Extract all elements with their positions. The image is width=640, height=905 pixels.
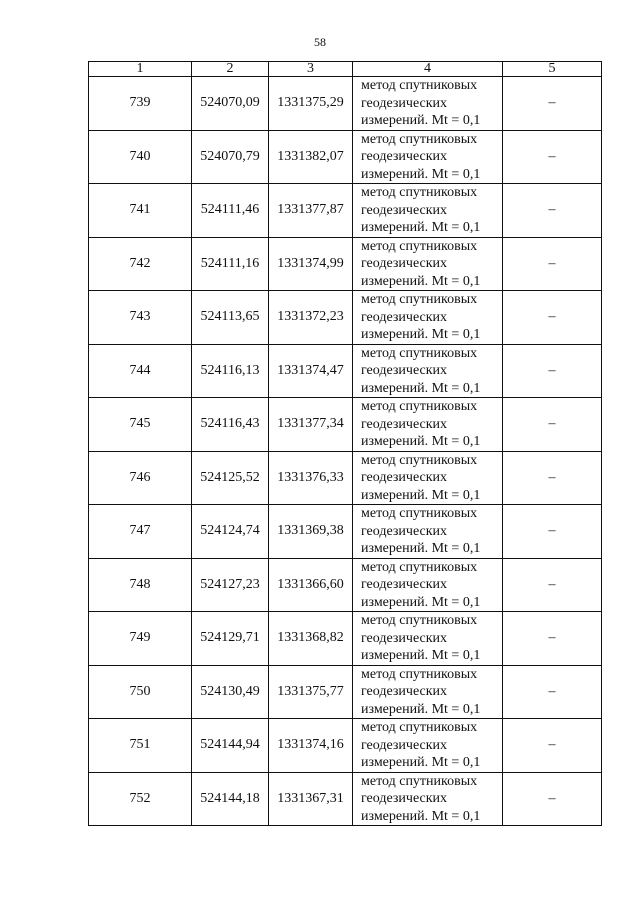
x-coordinate-cell: 524111,16: [192, 237, 269, 291]
note-cell: –: [503, 451, 602, 505]
table-row: [89, 184, 602, 238]
method-line: измерений. Mt = 0,1: [361, 113, 481, 128]
y-coordinate-cell: 1331366,60: [269, 558, 353, 612]
page-number: 58: [314, 35, 326, 49]
method-line: метод спутниковых: [361, 613, 478, 628]
method-cell: [353, 237, 503, 291]
column-header-3: 3: [269, 62, 353, 77]
header-row: [89, 62, 602, 77]
y-coordinate-cell: 1331367,31: [269, 772, 353, 826]
method-cell: [353, 77, 503, 131]
x-coordinate-cell: 524116,43: [192, 398, 269, 452]
method-line: измерений. Mt = 0,1: [361, 487, 481, 503]
table-row: [89, 612, 602, 666]
method-line: геодезических: [361, 737, 448, 753]
x-coordinate-cell: 524113,65: [192, 291, 269, 345]
method-line: геодезических: [361, 95, 448, 111]
method-cell: [353, 130, 503, 184]
method-line: измерений. Mt = 0,1: [361, 701, 481, 717]
table-row: [89, 665, 602, 719]
point-number-cell: 747: [89, 505, 192, 559]
table-row: [89, 344, 602, 398]
method-line: измерений. Mt = 0,1: [361, 273, 481, 289]
table-row: [89, 77, 602, 131]
point-number-cell: 745: [89, 398, 192, 452]
column-header-5: 5: [503, 62, 602, 77]
x-coordinate-cell: 524116,13: [192, 344, 269, 398]
method-cell: [353, 612, 503, 666]
method-cell: [353, 558, 503, 612]
note-cell: –: [503, 772, 602, 826]
method-line: геодезических: [361, 149, 448, 164]
point-number-cell: 742: [89, 237, 192, 291]
y-coordinate-cell: 1331376,33: [269, 451, 353, 505]
y-coordinate-cell: 1331374,16: [269, 719, 353, 773]
x-coordinate-cell: 524129,71: [192, 612, 269, 666]
method-cell: [353, 451, 503, 505]
point-number-cell: 743: [89, 291, 192, 345]
table-row: [89, 237, 602, 291]
table-row: [89, 558, 602, 612]
method-cell: [353, 665, 503, 719]
method-line: метод спутниковых: [361, 345, 478, 361]
method-line: метод спутниковых: [361, 131, 478, 147]
method-line: метод спутниковых: [361, 773, 478, 789]
method-line: измерений. Mt = 0,1: [361, 380, 481, 396]
table-row: [89, 772, 602, 826]
x-coordinate-cell: 524125,52: [192, 451, 269, 505]
method-line: измерений. Mt = 0,1: [361, 541, 481, 556]
y-coordinate-cell: 1331382,07: [269, 130, 353, 184]
method-cell: [353, 184, 503, 238]
point-number-cell: 741: [89, 184, 192, 238]
method-line: метод спутниковых: [361, 452, 478, 468]
point-number-cell: 752: [89, 772, 192, 826]
table-row: [89, 505, 602, 559]
point-number-cell: 740: [89, 130, 192, 184]
method-line: метод спутниковых: [361, 238, 478, 254]
point-number-cell: 739: [89, 77, 192, 131]
method-line: геодезических: [361, 684, 448, 699]
method-line: измерений. Mt = 0,1: [361, 166, 481, 182]
method-line: метод спутниковых: [361, 78, 478, 93]
x-coordinate-cell: 524111,46: [192, 184, 269, 238]
method-line: метод спутниковых: [361, 185, 478, 200]
method-line: метод спутниковых: [361, 506, 478, 521]
table-body: [89, 77, 602, 826]
method-line: геодезических: [361, 791, 448, 806]
note-cell: –: [503, 77, 602, 131]
table-row: [89, 451, 602, 505]
method-cell: [353, 505, 503, 559]
method-line: геодезических: [361, 416, 448, 432]
note-cell: –: [503, 558, 602, 612]
point-number-cell: 750: [89, 665, 192, 719]
point-number-cell: 751: [89, 719, 192, 773]
column-header-4: 4: [353, 62, 503, 77]
note-cell: –: [503, 344, 602, 398]
method-line: измерений. Mt = 0,1: [361, 327, 481, 342]
method-line: измерений. Mt = 0,1: [361, 220, 481, 235]
method-cell: [353, 398, 503, 452]
table-row: [89, 291, 602, 345]
y-coordinate-cell: 1331375,29: [269, 77, 353, 131]
x-coordinate-cell: 524144,18: [192, 772, 269, 826]
note-cell: –: [503, 505, 602, 559]
point-number-cell: 746: [89, 451, 192, 505]
method-line: геодезических: [361, 523, 448, 539]
y-coordinate-cell: 1331372,23: [269, 291, 353, 345]
x-coordinate-cell: 524130,49: [192, 665, 269, 719]
method-cell: [353, 719, 503, 773]
y-coordinate-cell: 1331375,77: [269, 665, 353, 719]
table-row: [89, 130, 602, 184]
y-coordinate-cell: 1331374,47: [269, 344, 353, 398]
method-line: измерений. Mt = 0,1: [361, 594, 481, 610]
method-line: метод спутниковых: [361, 666, 478, 682]
table-row: [89, 719, 602, 773]
y-coordinate-cell: 1331368,82: [269, 612, 353, 666]
method-line: метод спутниковых: [361, 559, 478, 575]
x-coordinate-cell: 524124,74: [192, 505, 269, 559]
note-cell: –: [503, 184, 602, 238]
method-line: измерений. Mt = 0,1: [361, 808, 481, 824]
point-number-cell: 748: [89, 558, 192, 612]
method-cell: [353, 291, 503, 345]
table-row: [89, 398, 602, 452]
note-cell: –: [503, 665, 602, 719]
column-header-2: 2: [192, 62, 269, 77]
method-line: измерений. Mt = 0,1: [361, 755, 481, 770]
y-coordinate-cell: 1331369,38: [269, 505, 353, 559]
method-line: геодезических: [361, 309, 448, 325]
x-coordinate-cell: 524127,23: [192, 558, 269, 612]
method-line: метод спутниковых: [361, 720, 478, 735]
method-line: измерений. Mt = 0,1: [361, 434, 481, 449]
point-number-cell: 749: [89, 612, 192, 666]
column-header-1: 1: [89, 62, 192, 77]
coordinates-table: [88, 61, 602, 826]
method-line: геодезических: [361, 470, 448, 485]
note-cell: –: [503, 719, 602, 773]
note-cell: –: [503, 237, 602, 291]
method-cell: [353, 344, 503, 398]
point-number-cell: 744: [89, 344, 192, 398]
method-line: геодезических: [361, 363, 448, 378]
method-line: метод спутниковых: [361, 399, 478, 414]
y-coordinate-cell: 1331374,99: [269, 237, 353, 291]
method-line: геодезических: [361, 202, 448, 218]
y-coordinate-cell: 1331377,87: [269, 184, 353, 238]
method-line: измерений. Mt = 0,1: [361, 648, 481, 663]
note-cell: –: [503, 398, 602, 452]
y-coordinate-cell: 1331377,34: [269, 398, 353, 452]
method-cell: [353, 772, 503, 826]
note-cell: –: [503, 612, 602, 666]
note-cell: –: [503, 130, 602, 184]
method-line: геодезических: [361, 256, 448, 271]
method-line: метод спутниковых: [361, 292, 478, 307]
method-line: геодезических: [361, 630, 448, 646]
note-cell: –: [503, 291, 602, 345]
method-line: геодезических: [361, 577, 448, 592]
x-coordinate-cell: 524070,09: [192, 77, 269, 131]
x-coordinate-cell: 524070,79: [192, 130, 269, 184]
x-coordinate-cell: 524144,94: [192, 719, 269, 773]
